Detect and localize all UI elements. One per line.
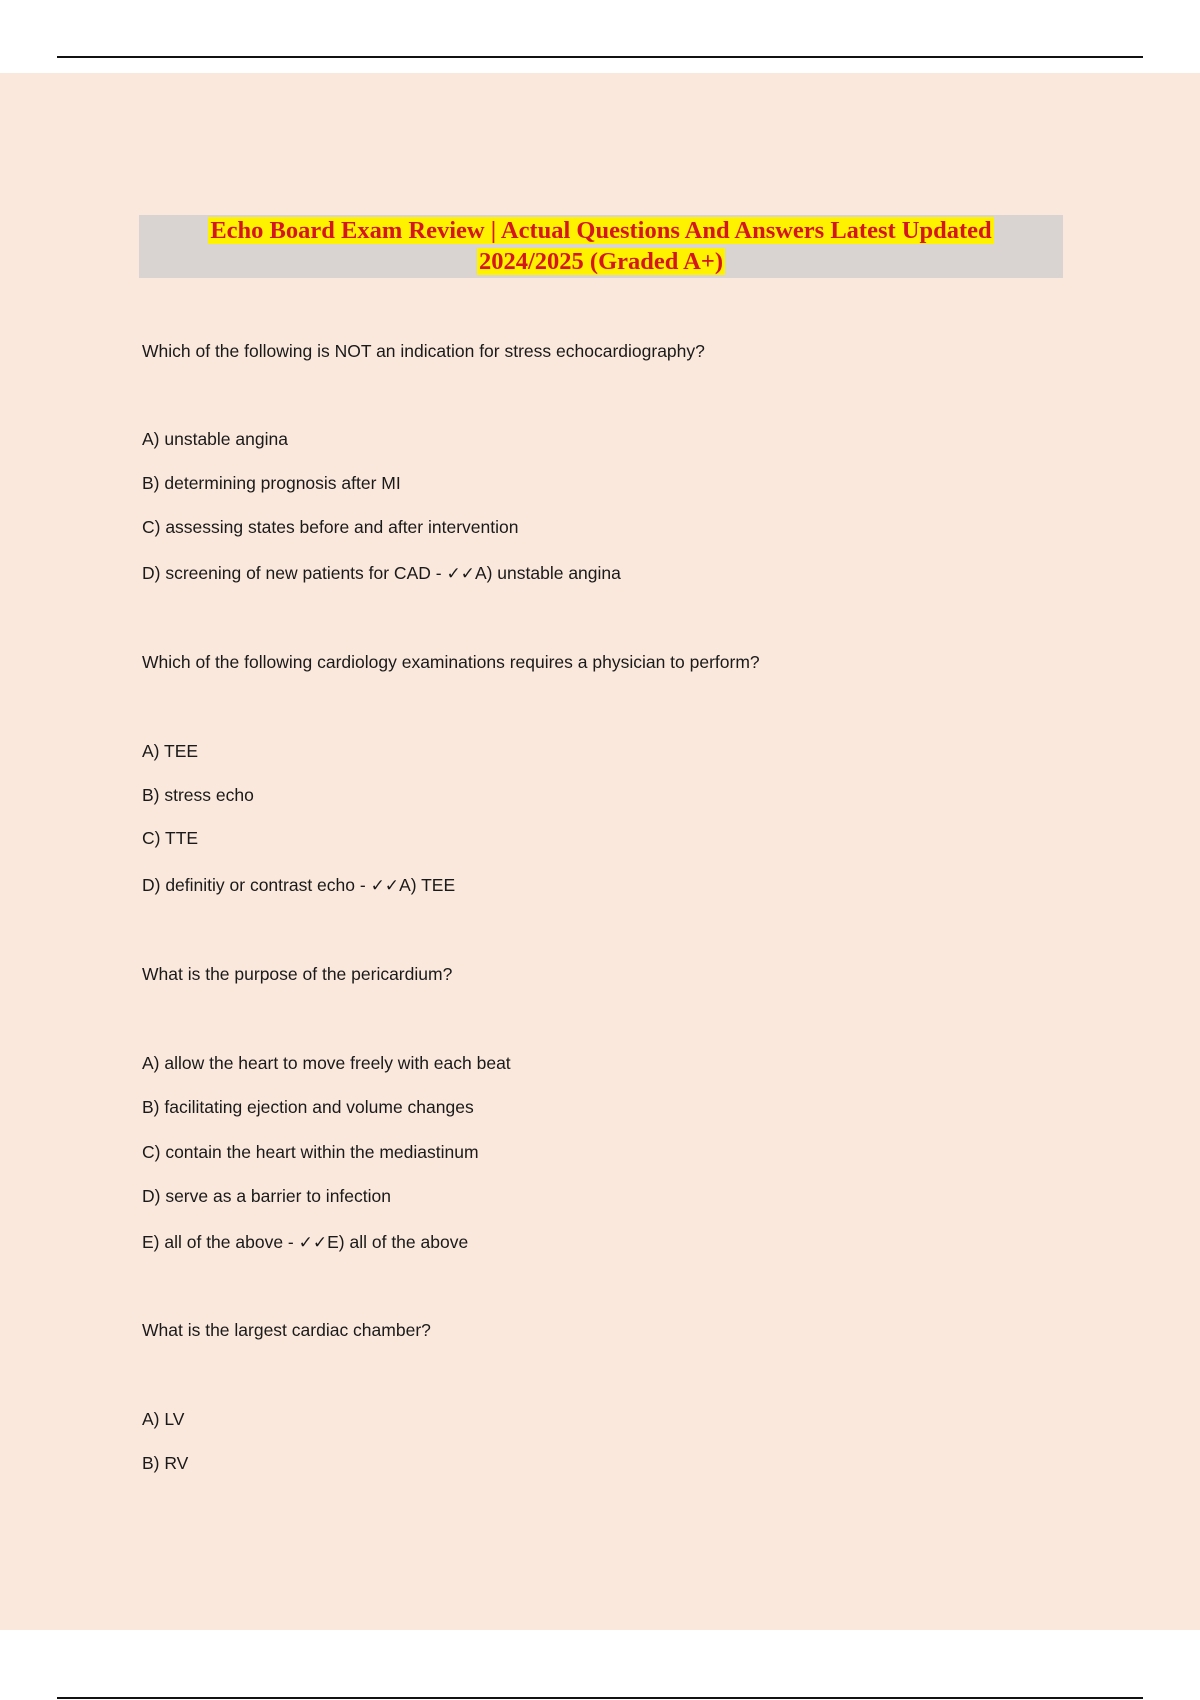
question-4-option-a: A) LV [142, 1409, 185, 1429]
question-1-option-d-with-answer [142, 562, 621, 585]
question-1-option-b: B) determining prognosis after MI [142, 473, 401, 493]
question-3-option-b: B) facilitating ejection and volume changes [142, 1097, 474, 1117]
question-1-text: Which of the following is NOT an indication for stress echocardiography? [142, 341, 705, 361]
question-4-option-b: B) RV [142, 1453, 189, 1473]
question-3-option-e: E) all of the above - [142, 1232, 299, 1252]
question-2-option-a: A) TEE [142, 741, 199, 761]
footer-rule [57, 1697, 1143, 1699]
check-mark-icon: ✓✓ [370, 876, 400, 896]
question-3-option-e-with-answer [142, 1231, 468, 1254]
question-1-option-d: D) screening of new patients for CAD - [142, 563, 447, 583]
question-3-option-c: C) contain the heart within the mediastinum [142, 1142, 479, 1162]
question-2-option-b: B) stress echo [142, 785, 254, 805]
question-2-option-d-with-answer [142, 874, 455, 897]
question-1-option-a: A) unstable angina [142, 429, 288, 449]
question-1-answer: A) unstable angina [474, 563, 621, 583]
document-title-line-2: 2024/2025 (Graded A+) [479, 248, 723, 275]
question-2-option-c: C) TTE [142, 828, 199, 848]
document-page [0, 73, 1200, 1630]
question-3-option-a: A) allow the heart to move freely with each beat [142, 1053, 511, 1073]
question-2-answer: A) TEE [399, 875, 456, 895]
document-title-box [139, 215, 1063, 278]
question-2-option-d: D) definitiy or contrast echo - [142, 875, 371, 895]
question-4-text: What is the largest cardiac chamber? [142, 1320, 431, 1340]
question-1-option-c: C) assessing states before and after intervention [142, 517, 519, 537]
check-mark-icon: ✓✓ [446, 564, 475, 584]
header-rule [57, 56, 1143, 58]
question-3-option-d: D) serve as a barrier to infection [142, 1186, 391, 1206]
check-mark-icon: ✓✓ [298, 1233, 328, 1253]
question-3-text: What is the purpose of the pericardium? [142, 964, 453, 984]
question-2-text: Which of the following cardiology examinations requires a physician to perform? [142, 652, 760, 672]
document-title-line-1: Echo Board Exam Review | Actual Questions And Answers Latest Updated [210, 217, 992, 244]
question-3-answer: E) all of the above [327, 1232, 469, 1252]
